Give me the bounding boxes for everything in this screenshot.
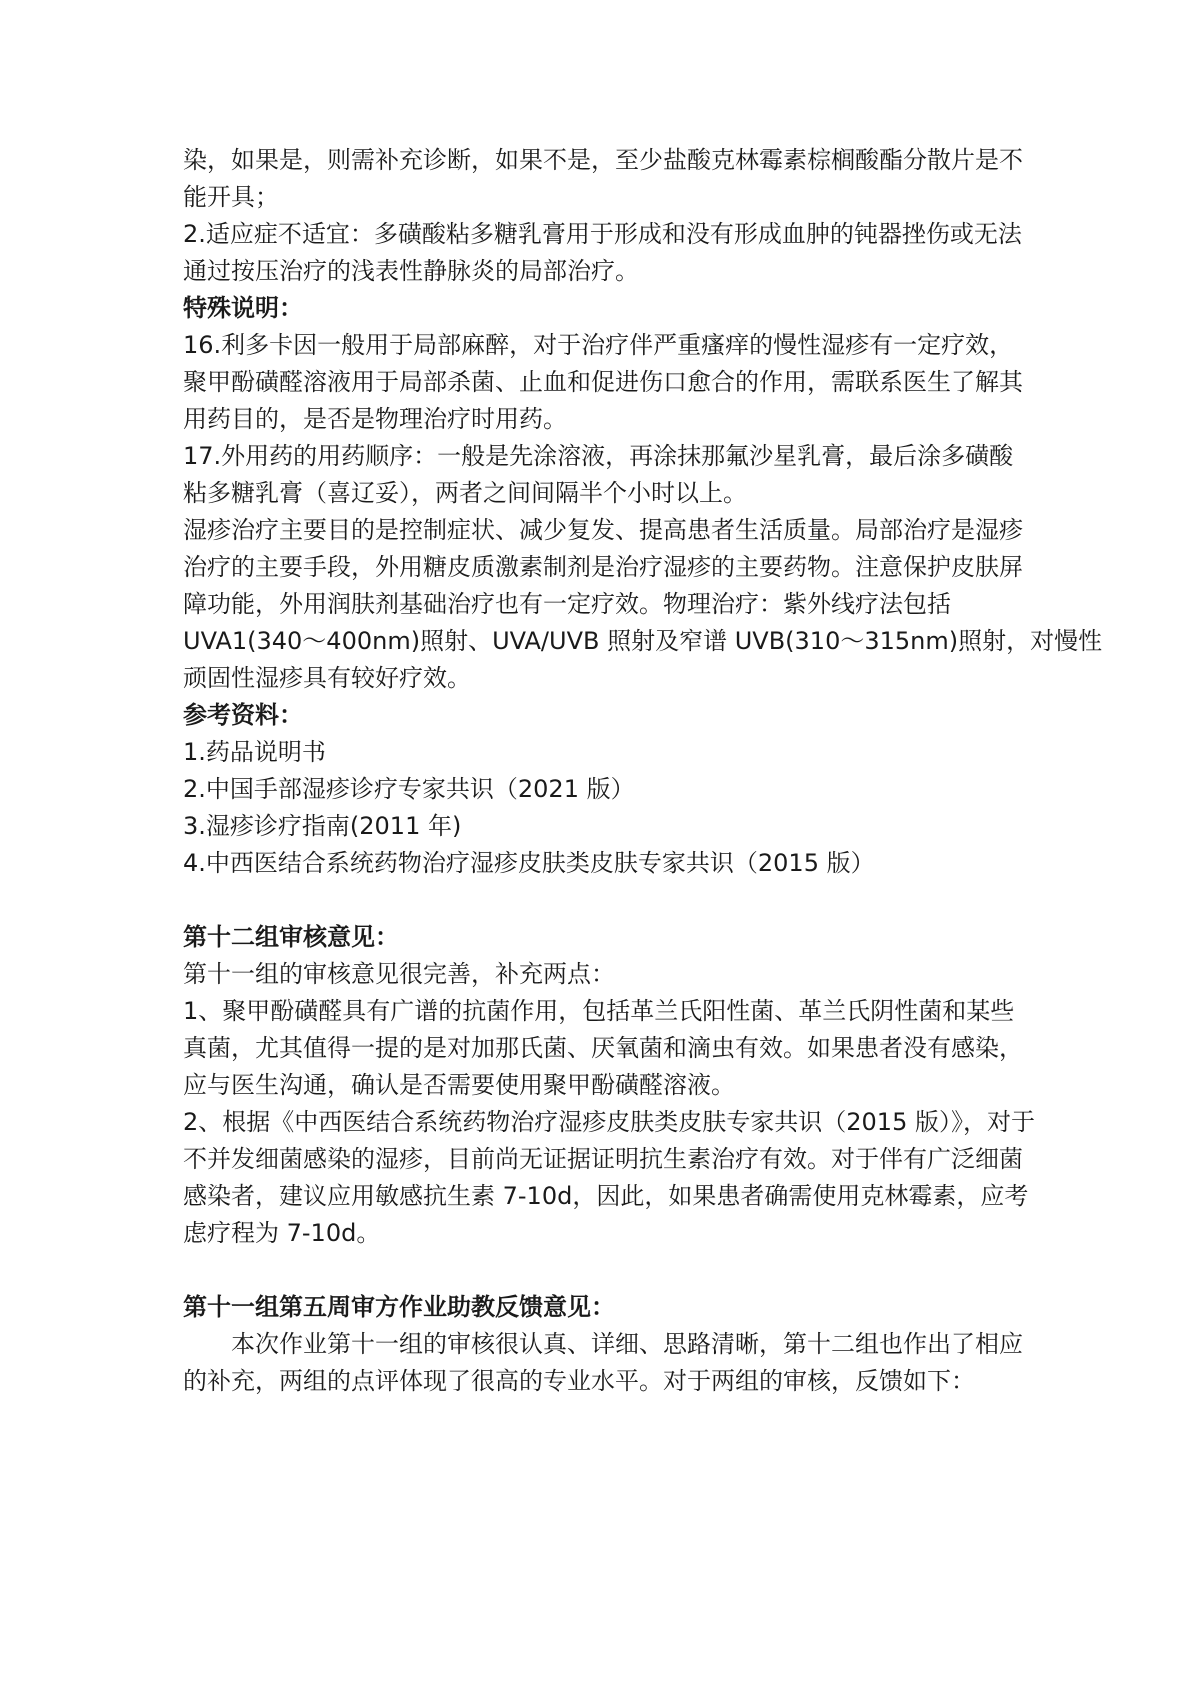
text-line: 2.适应症不适宜：多磺酸粘多糖乳膏用于形成和没有形成血肿的钝器挫伤或无法 [183,220,1022,248]
text-line: 湿疹治疗主要目的是控制症状、减少复发、提高患者生活质量。局部治疗是湿疹 [183,516,1023,544]
section-heading-feedback: 第十一组第五周审方作业助教反馈意见： [183,1293,615,1321]
text-line: 本次作业第十一组的审核很认真、详细、思路清晰，第十二组也作出了相应 [231,1330,1023,1358]
text-line: 治疗的主要手段，外用糖皮质激素制剂是治疗湿疹的主要药物。注意保护皮肤屏 [183,553,1023,581]
section-heading-group12: 第十二组审核意见： [183,923,399,951]
blank-line [183,882,1033,919]
text-line: 16.利多卡因一般用于局部麻醉，对于治疗伴严重瘙痒的慢性湿疹有一定疗效， [183,331,1014,359]
text-line: 真菌，尤其值得一提的是对加那氏菌、厌氧菌和滴虫有效。如果患者没有感染， [183,1034,1023,1062]
text-line: 聚甲酚磺醛溶液用于局部杀菌、止血和促进伤口愈合的作用，需联系医生了解其 [183,368,1023,396]
section-heading-special: 特殊说明： [183,294,303,322]
text-line: 1、聚甲酚磺醛具有广谱的抗菌作用，包括革兰氏阳性菌、革兰氏阴性菌和某些 [183,997,1015,1025]
text-line: 不并发细菌感染的湿疹，目前尚无证据证明抗生素治疗有效。对于伴有广泛细菌 [183,1145,1023,1173]
text-line: 感染者，建议应用敏感抗生素 7-10d，因此，如果患者确需使用克林霉素，应考 [183,1182,1029,1210]
document-page [183,142,1103,1400]
text-line: 染，如果是，则需补充诊断，如果不是，至少盐酸克林霉素棕榈酸酯分散片是不 [183,146,1023,174]
reference-item: 2.中国手部湿疹诊疗专家共识（2021 版） [183,775,635,803]
blank-line [183,1252,1033,1289]
text-line: 障功能，外用润肤剂基础治疗也有一定疗效。物理治疗：紫外线疗法包括 [183,590,951,618]
text-line: UVA1(340～400nm)照射、UVA/UVB 照射及窄谱 UVB(310～315nm)照射，对慢性 [183,627,1103,655]
reference-item: 4.中西医结合系统药物治疗湿疹皮肤类皮肤专家共识（2015 版） [183,849,875,877]
text-line: 应与医生沟通，确认是否需要使用聚甲酚磺醛溶液。 [183,1071,735,1099]
text-line: 用药目的，是否是物理治疗时用药。 [183,405,567,433]
text-line: 顽固性湿疹具有较好疗效。 [183,664,471,692]
reference-item: 3.湿疹诊疗指南(2011 年) [183,812,462,840]
text-line: 的补充，两组的点评体现了很高的专业水平。对于两组的审核，反馈如下： [183,1367,975,1395]
text-line: 虑疗程为 7-10d。 [183,1219,381,1247]
section-heading-references: 参考资料： [183,701,303,729]
text-line: 第十一组的审核意见很完善，补充两点： [183,960,615,988]
text-line: 2、根据《中西医结合系统药物治疗湿疹皮肤类皮肤专家共识（2015 版）》，对于 [183,1108,1035,1136]
text-line: 通过按压治疗的浅表性静脉炎的局部治疗。 [183,257,639,285]
text-line: 粘多糖乳膏（喜辽妥），两者之间间隔半个小时以上。 [183,479,747,507]
text-line: 17.外用药的用药顺序：一般是先涂溶液，再涂抹那氟沙星乳膏，最后涂多磺酸 [183,442,1014,470]
text-line: 能开具； [183,183,279,211]
reference-item: 1.药品说明书 [183,738,326,766]
